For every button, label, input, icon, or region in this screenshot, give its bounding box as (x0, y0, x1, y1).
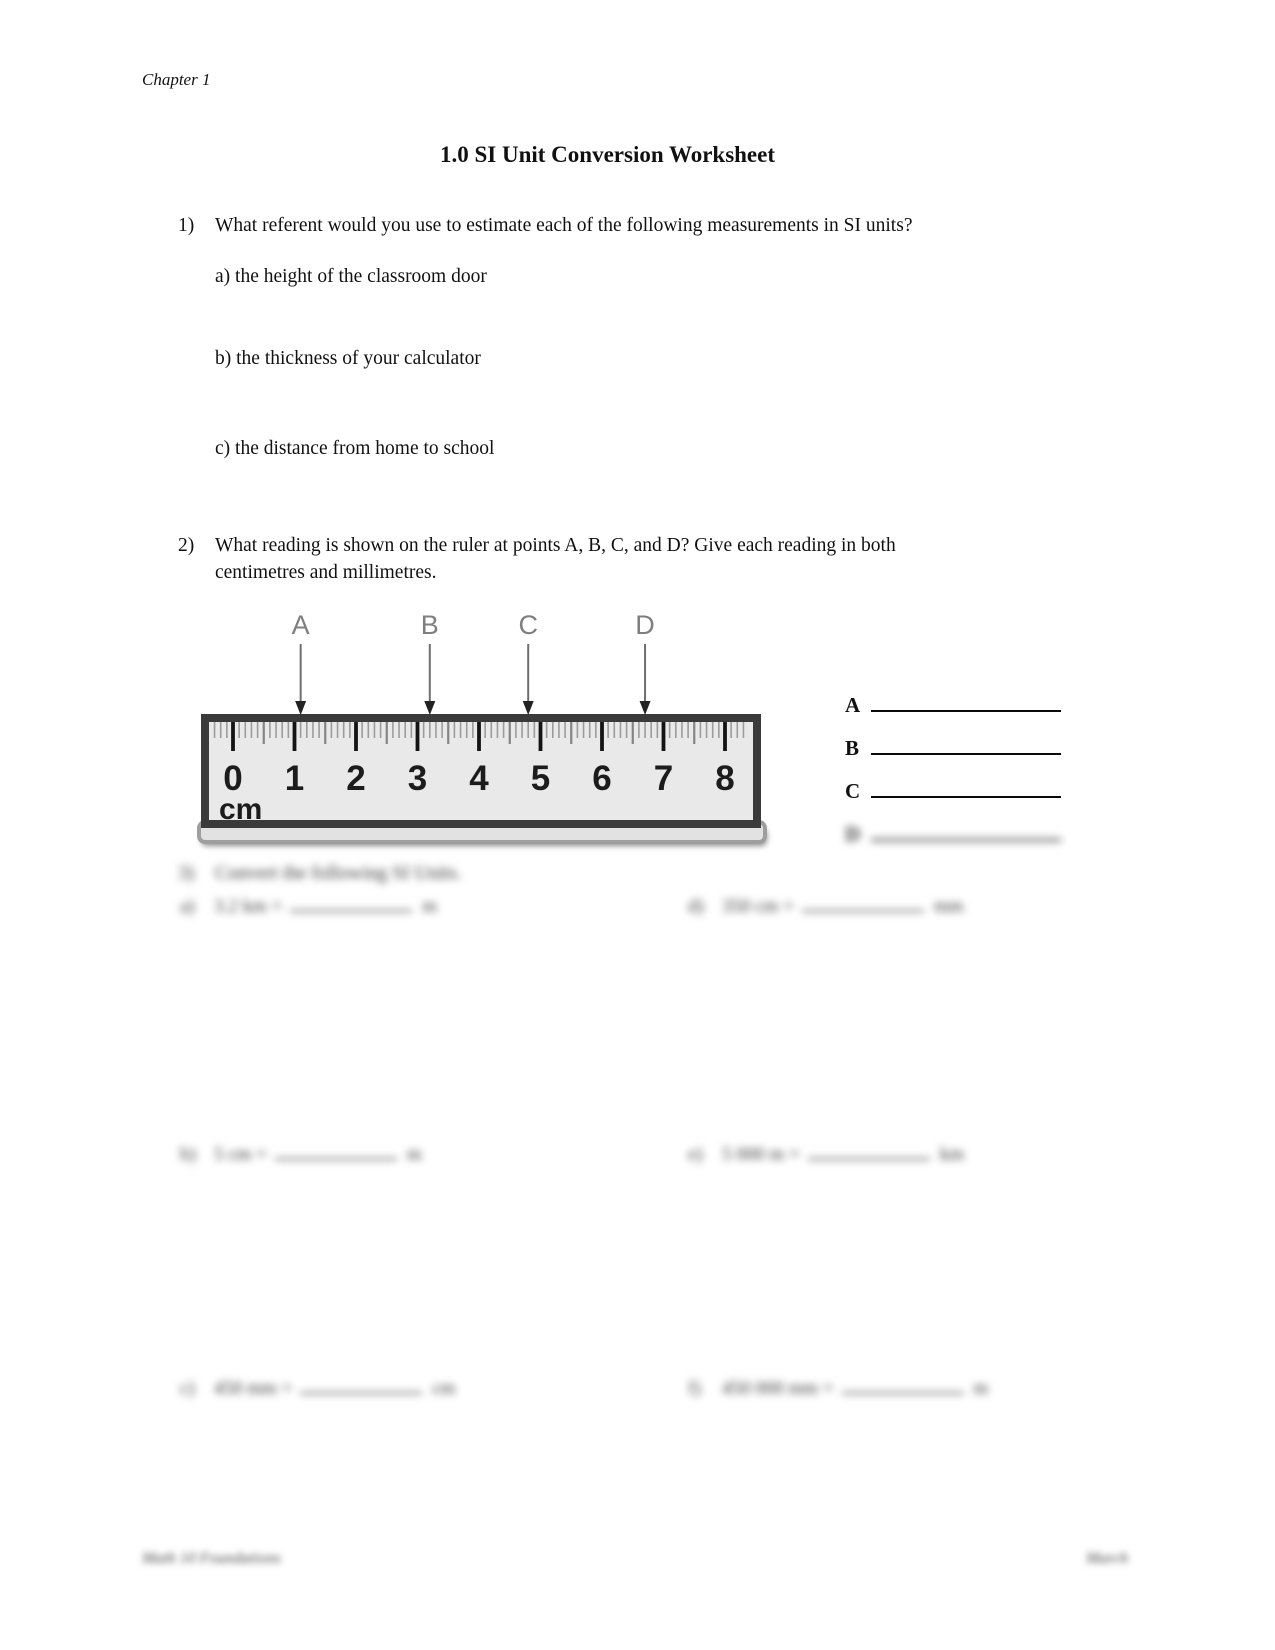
conversion-f-blank (842, 1378, 964, 1394)
question-3-text: Convert the following SI Units. (215, 863, 462, 884)
question-2 (178, 532, 1158, 586)
conversion-c-blank (300, 1378, 422, 1394)
question-1 (178, 212, 1138, 239)
answer-label-b: B (845, 736, 860, 760)
answer-row-c (845, 776, 1061, 805)
conversion-e-label: e) (688, 1144, 703, 1165)
conversion-a-blank (290, 896, 412, 912)
conversion-f-unit: m (973, 1378, 989, 1399)
question-2-text-line2: centimetres and millimetres. (215, 562, 437, 583)
answer-row-a (845, 690, 1061, 719)
answer-line-b (871, 733, 1061, 755)
answer-line-a (871, 690, 1061, 712)
answer-line-c (871, 776, 1061, 798)
answer-label-a: A (845, 693, 861, 717)
question-2-text-line1: What reading is shown on the ruler at points A, B, C, and D? Give each reading in both (215, 535, 896, 556)
ruler-graphic (193, 598, 778, 860)
conversion-item-d (688, 896, 964, 918)
conversion-a-label: a) (180, 896, 195, 917)
question-1c-text: the distance from home to school (235, 438, 495, 459)
chapter-label: Chapter 1 (142, 70, 211, 89)
svg-text:6: 6 (592, 759, 612, 798)
conversion-b-expression: 5 cm = (214, 1144, 267, 1165)
conversion-e-expression: 5 000 m = (722, 1144, 800, 1165)
answer-label-c: C (845, 779, 861, 803)
conversion-f-label: f) (688, 1378, 701, 1399)
conversion-b-unit: m (406, 1144, 422, 1165)
answer-row-d (845, 819, 1061, 848)
question-1a (215, 266, 487, 288)
conversion-a-unit: m (422, 896, 438, 917)
question-1-number: 1) (178, 215, 195, 236)
svg-text:D: D (635, 610, 655, 640)
answer-row-b (845, 733, 1061, 762)
question-1b (215, 348, 481, 370)
question-1c-label: c) (215, 438, 231, 459)
conversion-d-expression: 350 cm = (722, 896, 794, 917)
svg-text:C: C (518, 610, 538, 640)
question-1a-label: a) (215, 266, 231, 287)
conversion-item-e (688, 1144, 964, 1166)
page-title: 1.0 SI Unit Conversion Worksheet (439, 142, 776, 167)
conversion-item-a (180, 896, 437, 918)
svg-text:4: 4 (469, 759, 489, 798)
question-3-number: 3) (178, 863, 195, 884)
footer-course: Math 10 Foundations (142, 1550, 281, 1567)
conversion-c-expression: 450 mm = (214, 1378, 293, 1399)
answer-label-d: D (845, 822, 861, 846)
svg-text:B: B (420, 610, 439, 640)
conversion-c-label: c) (180, 1378, 195, 1399)
svg-text:3: 3 (407, 759, 428, 798)
answer-blanks (845, 690, 1061, 862)
conversion-e-blank (808, 1144, 930, 1160)
conversion-d-label: d) (688, 896, 704, 917)
conversion-item-c (180, 1378, 456, 1400)
question-1a-text: the height of the classroom door (235, 266, 487, 287)
question-1c (215, 438, 494, 460)
conversion-b-label: b) (180, 1144, 196, 1165)
question-1b-label: b) (215, 348, 232, 369)
question-1b-text: the thickness of your calculator (236, 348, 481, 369)
conversion-item-f (688, 1378, 988, 1400)
footer-date: March (1086, 1550, 1129, 1567)
conversion-c-unit: cm (432, 1378, 456, 1399)
conversion-b-blank (275, 1144, 397, 1160)
conversion-e-unit: km (939, 1144, 965, 1165)
question-1-text: What referent would you use to estimate each of the following measurements in SI units? (215, 215, 913, 236)
conversion-item-b (180, 1144, 422, 1166)
svg-text:cm: cm (219, 793, 263, 826)
svg-text:7: 7 (653, 759, 674, 798)
svg-text:2: 2 (346, 759, 366, 798)
svg-text:0: 0 (223, 759, 243, 798)
svg-text:1: 1 (284, 759, 305, 798)
svg-text:A: A (291, 610, 310, 640)
question-3 (178, 860, 878, 887)
conversion-d-unit: mm (933, 896, 964, 917)
conversion-d-blank (802, 896, 924, 912)
svg-text:8: 8 (715, 759, 735, 798)
svg-text:5: 5 (530, 759, 551, 798)
question-2-number: 2) (178, 535, 195, 556)
answer-line-d (871, 819, 1061, 841)
conversion-f-expression: 450 000 mm = (722, 1378, 834, 1399)
conversion-a-expression: 3.2 km = (214, 896, 283, 917)
